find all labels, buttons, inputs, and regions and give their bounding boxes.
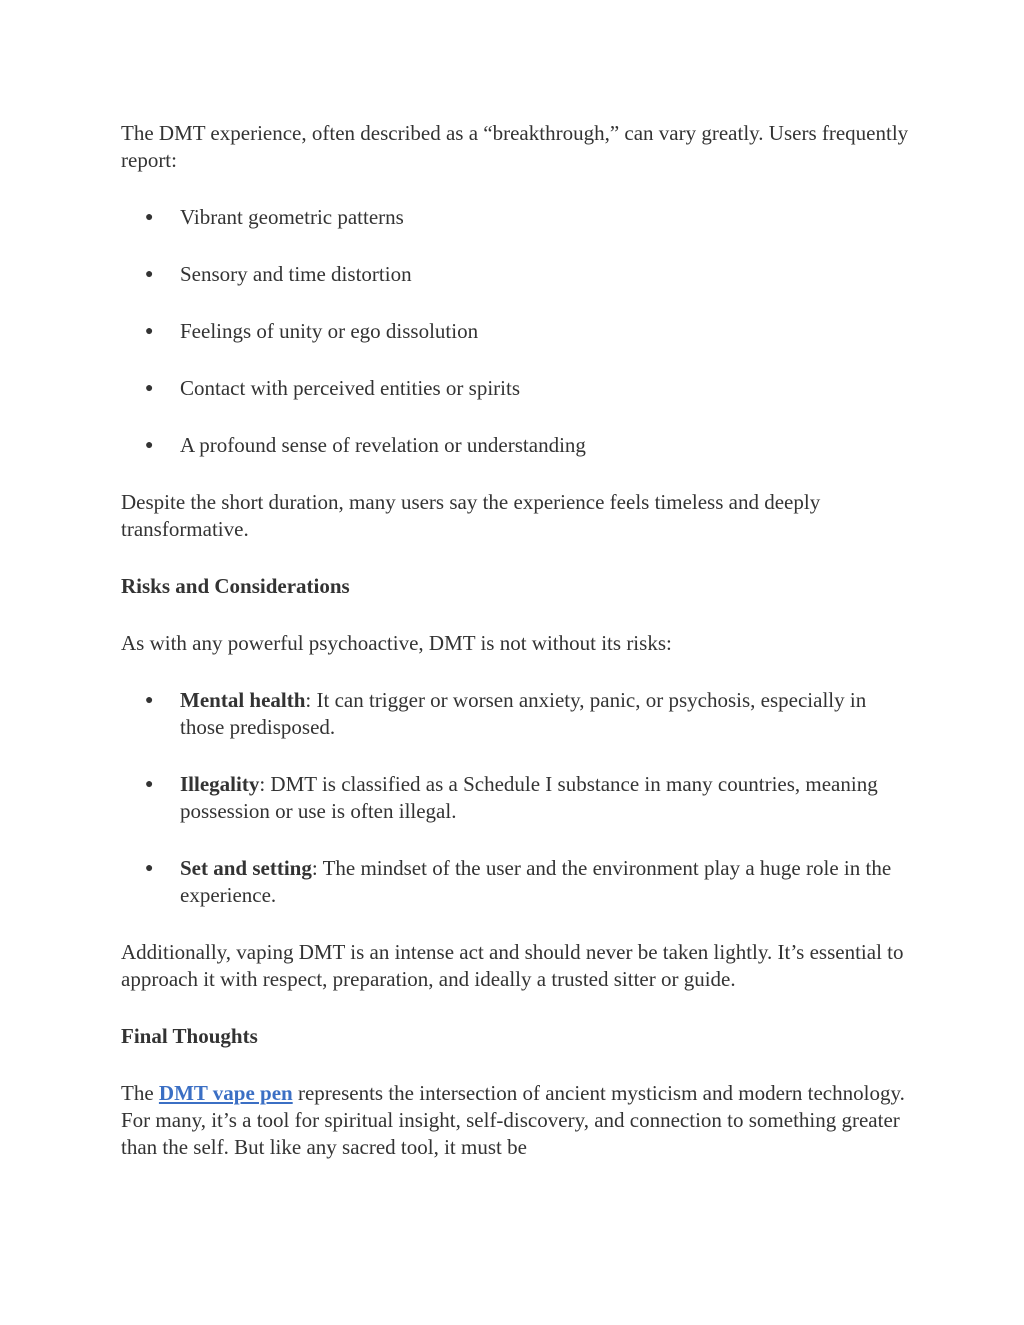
bullet-icon: ● xyxy=(145,438,154,453)
bullet-icon: ● xyxy=(145,381,154,396)
risk-text: : DMT is classified as a Schedule I substance in many countries, meaning possession or use is often illegal. xyxy=(180,772,878,823)
final-paragraph: The DMT vape pen represents the intersection of ancient mysticism and modern technology. For many, it’s a tool for spiritual insight, self-discovery, and connection to something greater than the self. But like any sacred tool, it must be xyxy=(121,1081,905,1159)
risks-heading: Risks and Considerations xyxy=(121,574,350,598)
risks-list xyxy=(121,687,911,909)
article-body xyxy=(121,120,911,1191)
additionally-paragraph: Additionally, vaping DMT is an intense act and should never be taken lightly. It’s essential to approach it with respect, preparation, and ideally a trusted sitter or guide. xyxy=(121,940,904,991)
list-item xyxy=(121,687,911,741)
risk-term: Mental health xyxy=(180,688,306,712)
risk-term: Set and setting xyxy=(180,856,312,880)
bullet-icon: ● xyxy=(145,210,154,225)
bullet-icon: ● xyxy=(145,324,154,339)
bullet-icon: ● xyxy=(145,267,154,282)
risk-term: Illegality xyxy=(180,772,260,796)
bullet-icon: ● xyxy=(145,777,154,792)
risk-text: : It can trigger or worsen anxiety, panic, or psychosis, especially in those predisposed. xyxy=(180,688,867,739)
experience-list xyxy=(121,204,911,459)
dmt-vape-pen-link[interactable]: DMT vape pen xyxy=(158,1081,293,1105)
intro-paragraph: The DMT experience, often described as a “breakthrough,” can vary greatly. Users frequently report: xyxy=(121,121,909,172)
bullet-icon: ● xyxy=(145,861,154,876)
list-item xyxy=(121,855,911,909)
risks-intro-paragraph: As with any powerful psychoactive, DMT is not without its risks: xyxy=(121,631,672,655)
list-item: ● A profound sense of revelation or understanding xyxy=(145,433,586,457)
bullet-icon: ● xyxy=(145,693,154,708)
final-thoughts-heading: Final Thoughts xyxy=(121,1024,258,1048)
list-item: ● Vibrant geometric patterns xyxy=(145,205,404,229)
list-item: ● Contact with perceived entities or spirits xyxy=(145,376,520,400)
list-item xyxy=(121,771,911,825)
list-item: ● Feelings of unity or ego dissolution xyxy=(145,319,479,343)
list-item: ● Sensory and time distortion xyxy=(145,262,412,286)
risk-text: : The mindset of the user and the environment play a huge role in the experience. xyxy=(180,856,892,907)
after-experience-paragraph: Despite the short duration, many users say the experience feels timeless and deeply transformative. xyxy=(121,490,821,541)
